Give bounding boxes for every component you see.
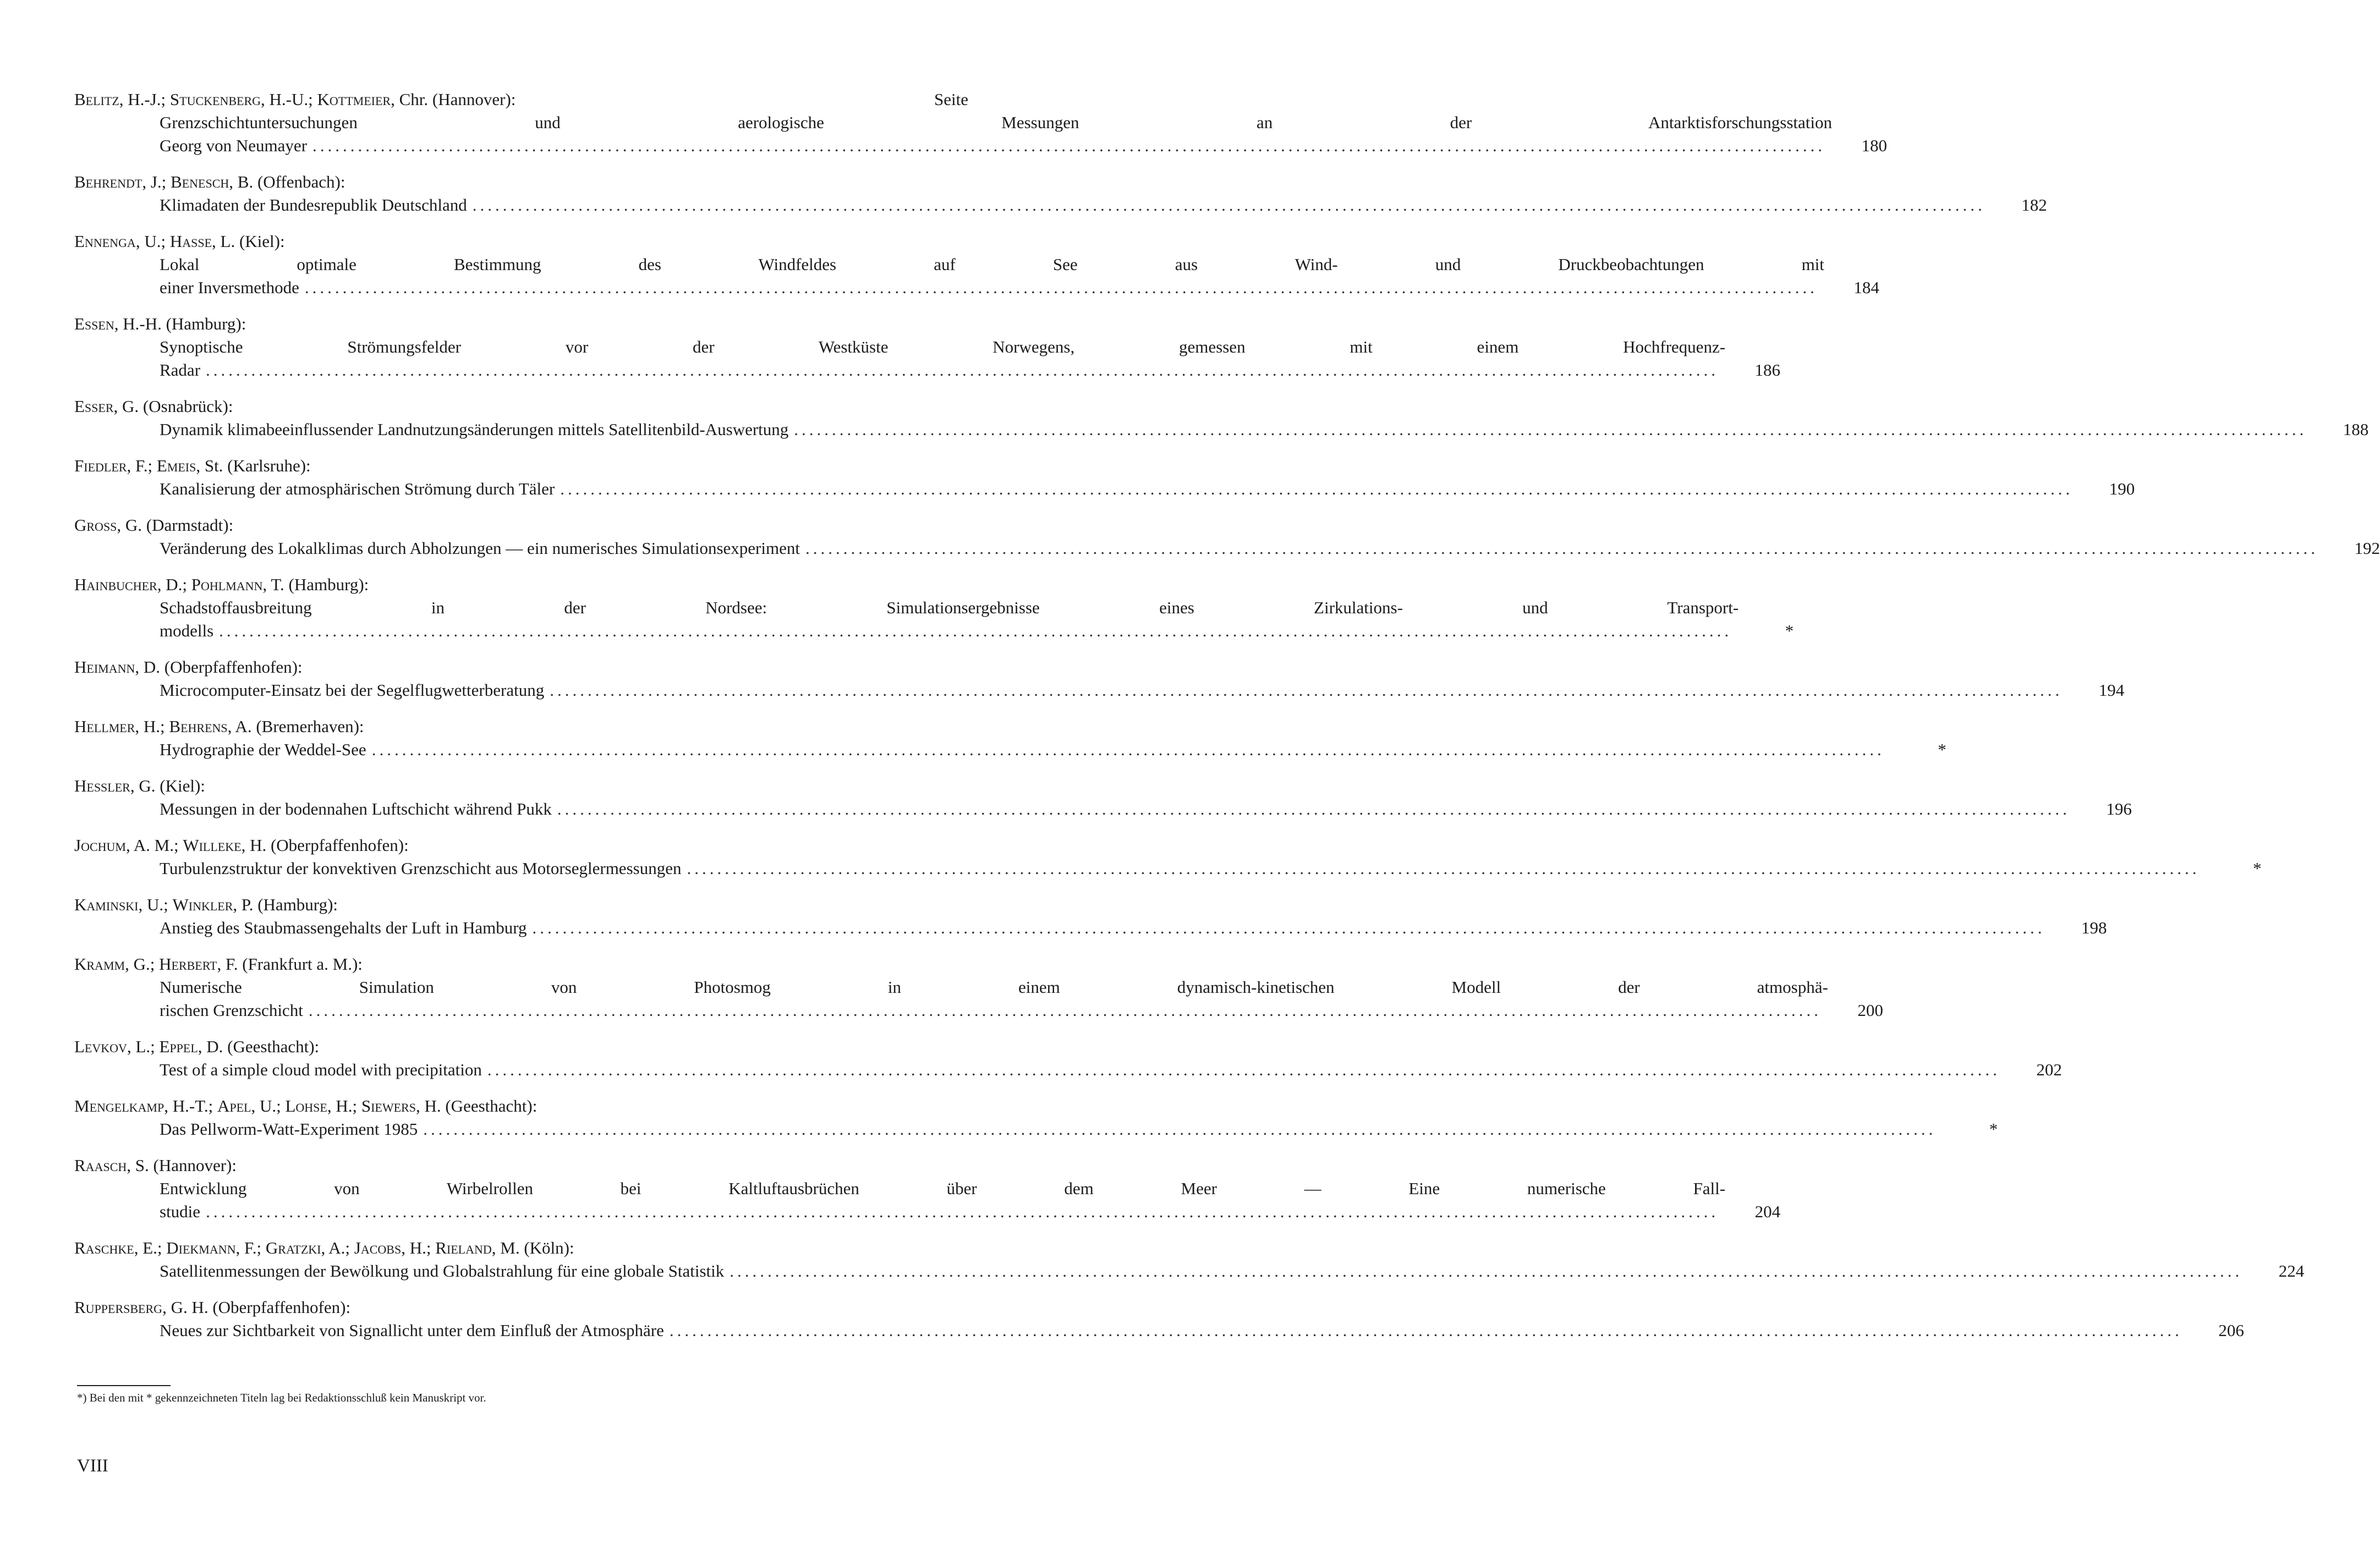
author-surname: Emeis (156, 456, 196, 475)
toc-entry-title-block (160, 1319, 2244, 1342)
toc-entry-title-last-line (160, 798, 2077, 821)
toc-entry-title-text: Veränderung des Lokalklimas durch Abholzungen — ein numerisches Simulationsexperiment (160, 537, 805, 560)
toc-entry-authors (74, 715, 968, 738)
author-surname: Hessler (74, 776, 130, 795)
toc-entry-title-text: Neues zur Sichtbarkeit von Signallicht unter dem Einfluß der Atmosphäre (160, 1319, 670, 1342)
dot-leader: ........................................................................................................................................................................................................ (472, 195, 1986, 215)
toc-entry-title-text: Das Pellworm-Watt-Experiment 1985 (160, 1118, 423, 1141)
author-initials: , D. (Oberpfaffenhofen): (135, 657, 303, 677)
author-surname: Gratzki (265, 1238, 321, 1257)
toc-entry (74, 1035, 2062, 1081)
author-surname: Ruppersberg (74, 1298, 163, 1317)
toc-entry-authors (74, 573, 968, 596)
toc-entry-title-last-line (160, 916, 2052, 939)
toc-entry-title (160, 1058, 2007, 1081)
dot-leader: ........................................................................................................................................................................................................ (805, 539, 2318, 558)
dot-leader: ........................................................................................................................................................................................................ (532, 918, 2046, 937)
author-initials: , H. (Oberpfaffenhofen): (241, 836, 409, 855)
footnote: *) Bei den mit * gekennzeichneten Titeln lag bei Redaktionsschluß kein Manuskript vor. (77, 1391, 486, 1404)
toc-entry-title-last-line (160, 134, 1832, 157)
author-surname: Hainbucher (74, 575, 157, 594)
author-initials: , D.; (157, 575, 191, 594)
toc-entry-title-text: Anstieg des Staubmassengehalts der Luft in Hamburg (160, 916, 533, 939)
toc-entry (74, 656, 2125, 702)
toc-entry (74, 1095, 1998, 1141)
toc-entry (74, 1296, 2244, 1342)
toc-entry-authors (74, 1035, 968, 1058)
dot-leader: ........................................................................................................................................................................................................ (219, 621, 1732, 640)
toc-entry-title (160, 253, 1824, 299)
author-initials: , F.; (127, 456, 157, 475)
toc-entry-title-block (160, 477, 2135, 501)
toc-entry-title-block (160, 111, 1888, 157)
author-initials: , Chr. (Hannover): (391, 90, 516, 109)
toc-entry-page-number: 204 (1754, 1202, 1781, 1221)
author-surname: Jochum (74, 836, 126, 855)
toc-entry-authors (74, 1237, 968, 1260)
toc-entry-page-number: * (1989, 1119, 1998, 1139)
toc-entry-authors (74, 1296, 968, 1319)
author-surname: Herbert (159, 954, 217, 974)
author-surname: Apel (217, 1096, 251, 1116)
toc-entry-title-last-line (160, 359, 1725, 382)
dot-leader: ........................................................................................................................................................................................................ (730, 1261, 2243, 1281)
author-initials: , H.; (401, 1238, 436, 1257)
page-column-header: Seite (934, 90, 968, 109)
toc-entry-title-text: Klimadaten der Bundesrepublik Deutschland (160, 194, 473, 217)
author-initials: , H. (Geesthacht): (415, 1096, 538, 1116)
toc-entry-title-line: Schadstoffausbreitung in der Nordsee: Simulationsergebnisse eines Zirkulations- und Transport- (160, 598, 1739, 617)
toc-entry-page-number: 188 (2343, 420, 2369, 439)
table-of-contents (74, 88, 2380, 1355)
toc-entry-title-last-line (160, 679, 2069, 702)
toc-entry-title-last-line (160, 194, 1992, 217)
toc-entry-authors (74, 171, 968, 194)
toc-entry (74, 893, 2107, 939)
author-initials: , A. (Bremerhaven): (227, 717, 364, 736)
toc-entry-title-block (160, 679, 2125, 702)
dot-leader: ........................................................................................................................................................................................................ (423, 1119, 1937, 1139)
toc-entry-title (160, 1118, 1943, 1141)
toc-entry (74, 454, 2135, 501)
author-initials: , G.; (125, 954, 160, 974)
toc-entry-title-last-line (160, 999, 1828, 1022)
toc-entry-authors (74, 893, 968, 916)
toc-entry-authors (74, 88, 968, 111)
toc-entry-title-text: Kanalisierung der atmosphärischen Strömung durch Täler (160, 477, 560, 501)
toc-entry-title-block (160, 857, 2262, 880)
toc-entry-authors (74, 454, 968, 477)
author-initials: , E.; (134, 1238, 167, 1257)
toc-entry-page-number: 180 (1861, 136, 1888, 155)
author-surname: Belitz (74, 90, 119, 109)
toc-entry-title-text: Georg von Neumayer (160, 134, 312, 157)
author-surname: Levkov (74, 1037, 127, 1056)
author-surname: Gross (74, 515, 117, 535)
author-initials: , G. (Osnabrück): (113, 397, 233, 416)
author-initials: , U.; (251, 1096, 286, 1116)
author-surname: Behrens (169, 717, 228, 736)
author-initials: , G. (Kiel): (130, 776, 205, 795)
toc-entry-title-block (160, 1058, 2062, 1081)
toc-entry-title-last-line (160, 1118, 1943, 1141)
author-surname: Essen (74, 314, 114, 333)
toc-entry-title-last-line (160, 1319, 2189, 1342)
toc-entry-page-number: 190 (2109, 479, 2135, 498)
toc-entry-title-text: Dynamik klimabeeinflussender Landnutzungsänderungen mittels Satellitenbild-Auswertung (160, 418, 794, 441)
author-initials: , S. (Hannover): (127, 1156, 237, 1175)
dot-leader: ........................................................................................................................................................................................................ (550, 680, 2063, 700)
author-initials: , H.-T.; (164, 1096, 217, 1116)
toc-entry (74, 715, 1946, 761)
author-initials: , St. (Karlsruhe): (196, 456, 311, 475)
toc-entry-page-number: 184 (1853, 278, 1879, 297)
toc-entry-page-number: 202 (2036, 1060, 2062, 1079)
toc-entry-authors (74, 834, 968, 857)
toc-entry (74, 834, 2262, 880)
toc-entry-title-text: Microcomputer-Einsatz bei der Segelflugwetterberatung (160, 679, 550, 702)
toc-entry-authors (74, 953, 968, 976)
toc-entry-title-text: rischen Grenzschicht (160, 999, 309, 1022)
dot-leader: ........................................................................................................................................................................................................ (669, 1321, 2182, 1340)
toc-entry-title-line: Synoptische Strömungsfelder vor der Westküste Norwegens, gemessen mit einem Hochfrequenz- (160, 337, 1726, 356)
toc-entry (74, 171, 2047, 217)
toc-entry-title-text: modells (160, 619, 219, 642)
toc-entry-title-last-line (160, 1200, 1725, 1223)
toc-entry-title-last-line (160, 738, 1891, 761)
toc-entry-page-number: 182 (2021, 195, 2047, 215)
toc-entry-page-number: * (1938, 740, 1946, 759)
author-initials: , B. (Offenbach): (229, 172, 346, 191)
page-folio: VIII (77, 1456, 108, 1476)
dot-leader: ........................................................................................................................................................................................................ (304, 278, 1818, 297)
toc-entry (74, 1237, 2305, 1283)
toc-entry-title (160, 111, 1832, 157)
toc-entry-title (160, 857, 2206, 880)
toc-entry-title-text: studie (160, 1200, 206, 1223)
author-surname: Rieland (435, 1238, 492, 1257)
dot-leader: ........................................................................................................................................................................................................ (560, 479, 2074, 498)
author-surname: Willeke (183, 836, 242, 855)
author-surname: Siewers (361, 1096, 416, 1116)
toc-entry-title (160, 798, 2077, 821)
author-surname: Lohse (285, 1096, 327, 1116)
author-surname: Jacobs (354, 1238, 402, 1257)
toc-entry-page-number: 224 (2278, 1261, 2305, 1281)
toc-entry-page-number: 198 (2081, 918, 2107, 937)
dot-leader: ........................................................................................................................................................................................................ (312, 136, 1826, 155)
dot-leader: ........................................................................................................................................................................................................ (687, 859, 2200, 878)
toc-entry-title-text: Hydrographie der Weddel-See (160, 738, 372, 761)
dot-leader: ........................................................................................................................................................................................................ (308, 1001, 1822, 1020)
toc-entry-title-last-line (160, 857, 2206, 880)
author-initials: , U.; (138, 895, 173, 914)
toc-entry-title-line: Entwicklung von Wirbelrollen bei Kaltluftausbrüchen über dem Meer — Eine numerische Fall- (160, 1179, 1726, 1198)
author-initials: , P. (Hamburg): (233, 895, 338, 914)
dot-leader: ........................................................................................................................................................................................................ (487, 1060, 2000, 1079)
toc-entry-title-last-line (160, 619, 1739, 642)
toc-entry-title-last-line (160, 477, 2080, 501)
toc-entry (74, 395, 2369, 441)
author-surname: Diekmann (166, 1238, 236, 1257)
toc-entry-title-block (160, 976, 1883, 1022)
toc-entry (74, 514, 2380, 560)
toc-entry-title-line: Lokal optimale Bestimmung des Windfeldes auf See aus Wind- und Druckbeobachtungen mit (160, 255, 1824, 274)
author-surname: Raasch (74, 1156, 127, 1175)
author-surname: Kottmeier (317, 90, 391, 109)
author-initials: , H.-U.; (261, 90, 317, 109)
author-initials: , G. (Darmstadt): (117, 515, 234, 535)
toc-entry-title (160, 916, 2052, 939)
author-initials: , L.; (127, 1037, 160, 1056)
toc-entry-title-block (160, 1260, 2305, 1283)
toc-entry (74, 774, 2132, 821)
dot-leader: ........................................................................................................................................................................................................ (371, 740, 1885, 759)
author-surname: Mengelkamp (74, 1096, 164, 1116)
dot-leader: ........................................................................................................................................................................................................ (206, 1202, 1719, 1221)
toc-entry-title (160, 976, 1828, 1022)
toc-entry (74, 953, 1883, 1022)
toc-entry (74, 573, 1794, 642)
toc-entry-title-text: Messungen in der bodennahen Luftschicht während Pukk (160, 798, 557, 821)
toc-entry-title (160, 537, 2325, 560)
dot-leader: ........................................................................................................................................................................................................ (794, 420, 2307, 439)
author-initials: , H.; (327, 1096, 361, 1116)
author-surname: Eppel (159, 1037, 198, 1056)
dot-leader: ........................................................................................................................................................................................................ (206, 360, 1719, 380)
author-surname: Kaminski (74, 895, 139, 914)
author-initials: , M. (Köln): (491, 1238, 574, 1257)
toc-entry-authors (74, 312, 968, 336)
author-surname: Stuckenberg (169, 90, 261, 109)
toc-entry-title-text: Radar (160, 359, 206, 382)
toc-entry-title-block (160, 916, 2107, 939)
author-initials: , H.; (135, 717, 169, 736)
author-surname: Fiedler (74, 456, 127, 475)
toc-entry-title-block (160, 596, 1794, 642)
toc-entry (74, 312, 1781, 382)
toc-entry-title-line: Grenzschichtuntersuchungen und aerologische Messungen an der Antarktisforschungsstation (160, 113, 1833, 132)
author-surname: Hasse (169, 232, 212, 251)
toc-entry-title (160, 596, 1739, 642)
toc-entry-title-block (160, 194, 2047, 217)
toc-entry-authors (74, 1154, 968, 1177)
author-initials: , F. (Frankfurt a. M.): (217, 954, 363, 974)
author-surname: Hellmer (74, 717, 135, 736)
toc-entry-title (160, 1260, 2249, 1283)
toc-entry-title-last-line (160, 418, 2313, 441)
author-initials: , J.; (142, 172, 171, 191)
author-initials: , T. (Hamburg): (262, 575, 369, 594)
toc-entry-title-text: Satellitenmessungen der Bewölkung und Globalstrahlung für eine globale Statistik (160, 1260, 730, 1283)
toc-entry-title-text: Test of a simple cloud model with precipitation (160, 1058, 487, 1081)
toc-entry-title-block (160, 336, 1781, 382)
toc-entry-title (160, 418, 2313, 441)
author-surname: Heimann (74, 657, 135, 677)
toc-entry-title-text: einer Inversmethode (160, 276, 305, 299)
toc-entry-authors (74, 230, 968, 253)
toc-entry-title-last-line (160, 1058, 2007, 1081)
author-surname: Behrendt (74, 172, 142, 191)
toc-entry-title-block (160, 253, 1879, 299)
toc-entry-page-number: * (1785, 621, 1794, 640)
toc-entry-page-number: 194 (2098, 680, 2125, 700)
toc-entry-title (160, 477, 2080, 501)
toc-entry-title-block (160, 798, 2132, 821)
toc-entry-title (160, 679, 2069, 702)
dot-leader: ........................................................................................................................................................................................................ (557, 799, 2070, 818)
toc-entry-title-line: Numerische Simulation von Photosmog in einem dynamisch-kinetischen Modell der atmosphä- (160, 977, 1828, 997)
author-initials: , G. H. (Oberpfaffenhofen): (162, 1298, 351, 1317)
author-surname: Winkler (172, 895, 233, 914)
toc-entry-title-block (160, 418, 2369, 441)
toc-entry-title (160, 336, 1725, 382)
toc-entry-title (160, 738, 1891, 761)
footnote-rule (77, 1385, 171, 1386)
toc-entry-authors (74, 395, 968, 418)
toc-entry-authors (74, 1095, 968, 1118)
author-surname: Ennenga (74, 232, 136, 251)
author-initials: , D. (Geesthacht): (198, 1037, 320, 1056)
toc-entry-page-number: 192 (2354, 539, 2380, 558)
toc-entry-page-number: 200 (1857, 1001, 1883, 1020)
toc-entry-title-last-line (160, 276, 1824, 299)
toc-entry (74, 1154, 1781, 1223)
author-surname: Esser (74, 397, 114, 416)
toc-entry-page-number: * (2252, 859, 2262, 878)
author-surname: Kramm (74, 954, 125, 974)
author-initials: , H.-H. (Hamburg): (114, 314, 246, 333)
toc-entry-title-block (160, 1177, 1781, 1223)
author-initials: , H.-J.; (119, 90, 170, 109)
toc-entry-authors (74, 514, 968, 537)
author-surname: Pohlmann (191, 575, 263, 594)
author-surname: Benesch (171, 172, 229, 191)
toc-entry-title-last-line (160, 537, 2325, 560)
toc-entry-authors (74, 774, 968, 798)
toc-entry-page-number: 186 (1754, 360, 1781, 380)
toc-entry-page-number: 206 (2218, 1321, 2244, 1340)
author-initials: , A. M.; (125, 836, 183, 855)
toc-entry-title (160, 1319, 2189, 1342)
toc-entry-authors (74, 656, 968, 679)
author-initials: , L. (Kiel): (212, 232, 285, 251)
toc-entry-title-last-line (160, 1260, 2249, 1283)
toc-entry-title-text: Turbulenzstruktur der konvektiven Grenzschicht aus Motorseglermessungen (160, 857, 687, 880)
toc-entry (74, 230, 1879, 299)
toc-entry (74, 88, 1888, 157)
author-initials: , U.; (135, 232, 170, 251)
toc-entry-title (160, 194, 1992, 217)
toc-entry-title (160, 1177, 1725, 1223)
author-initials: , A.; (321, 1238, 354, 1257)
toc-entry-page-number: 196 (2106, 799, 2132, 818)
author-initials: , F.; (235, 1238, 266, 1257)
toc-entry-title-block (160, 738, 1946, 761)
author-surname: Raschke (74, 1238, 134, 1257)
toc-entry-title-block (160, 537, 2380, 560)
toc-entry-title-block (160, 1118, 1998, 1141)
